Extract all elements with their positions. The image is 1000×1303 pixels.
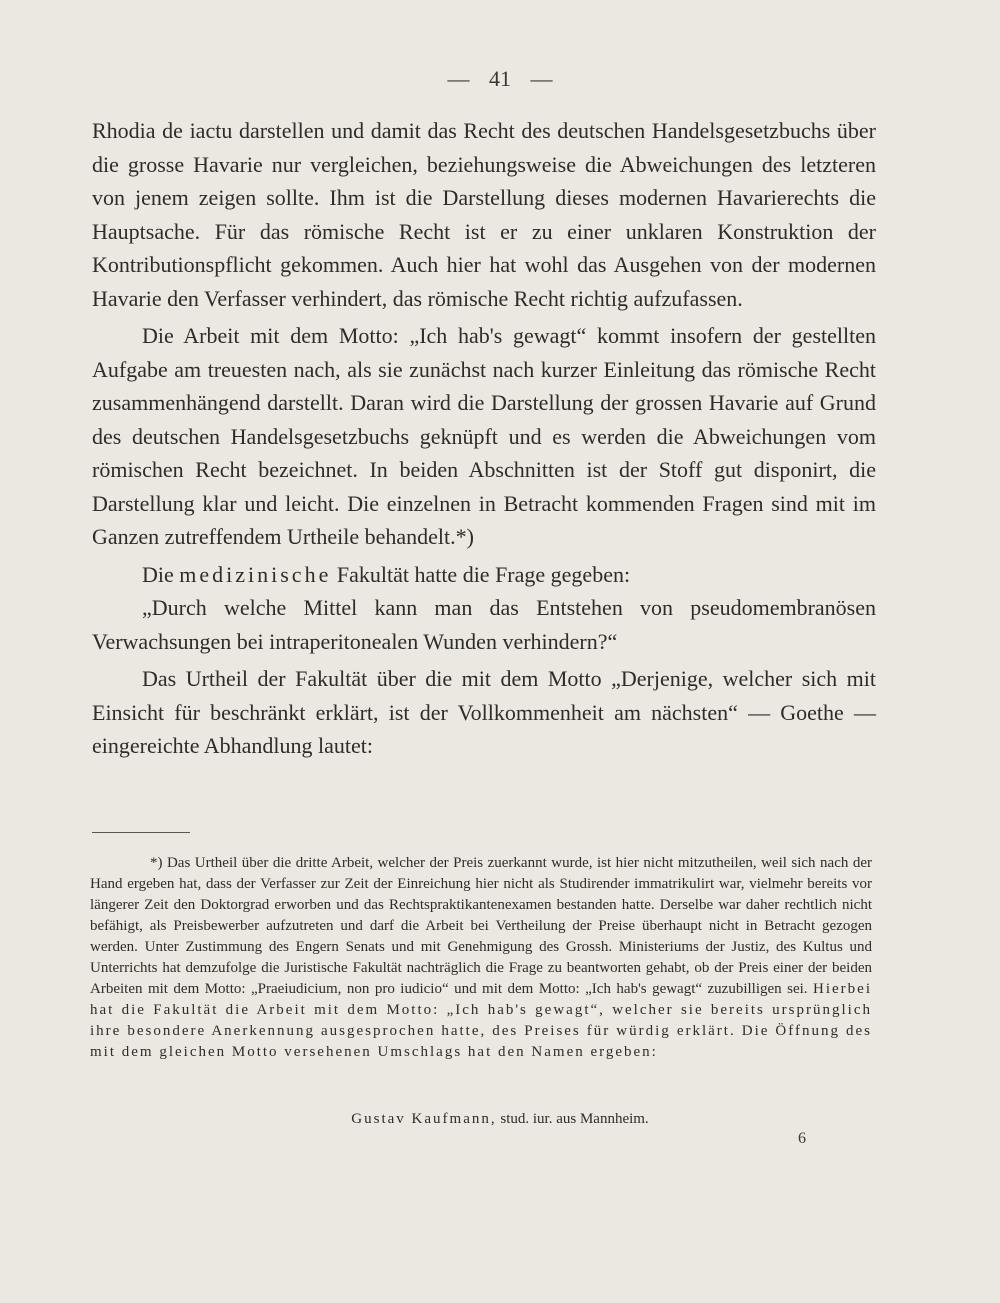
para3-suffix: Fakultät hatte die Frage gegeben: — [336, 561, 631, 587]
para3-prefix: Die — [142, 561, 174, 587]
paragraph-medizinische-fakultaet — [92, 558, 876, 592]
faculty-name-spaced: medizinische — [179, 561, 332, 587]
signature-name: Gustav Kaufmann, — [351, 1111, 497, 1127]
signature-affiliation: stud. iur. aus Mannheim. — [500, 1111, 649, 1127]
printer-signature-mark: 6 — [798, 1130, 806, 1147]
page-number: — 41 — — [447, 66, 553, 91]
footnote-text-normal: *) Das Urtheil über die dritte Arbeit, welcher der Preis zuerkannt wurde, ist hier nicht mitzutheilen, weil sich nach der Hand ergeben hat, dass der Verfasser zur Zeit der Einreichung hier nicht als Studirender immatrikulirt war, vielmehr bereits vor längerer Zeit den Doktorgrad erworben und das Rechtspraktikantenexamen bestanden hatte. Derselbe war daher rechtlich nicht befähigt, als Preisbewerber aufzutreten und darf die Arbeit bei Vertheilung der Preise überhaupt nicht in Betracht gezogen werden. Unter Zustimmung des Engern Senats und mit Genehmigung des Grossh. Ministeriums der Justiz, des Kultus und Unterrichts hat demzufolge die Juristische Fakultät nachträglich die Frage zu beantworten gehabt, ob der Preis einer der beiden Arbeiten mit dem Motto: „Praeiudicium, non pro iudicio“ und mit dem Motto: „Ich hab's gewagt“ zuzubilligen sei. — [90, 855, 872, 997]
footnote-text-spaced: Hierbei hat die Fakultät die Arbeit mit dem Motto: „Ich hab's gewagt“, welcher sie bereits ursprünglich ihre besondere Anerkennung ausgesprochen hatte, des Preises für würdig erklärt. Die Öffnung des mit dem gleichen Motto versehenen Umschlags hat den Namen ergeben: — [90, 981, 872, 1060]
footnote-divider — [92, 832, 190, 833]
footnote — [90, 853, 872, 1063]
main-text — [92, 114, 876, 763]
footnote-text — [90, 853, 872, 1063]
paragraph-havarie-critique: Rhodia de iactu darstellen und damit das Recht des deutschen Handelsgesetzbuchs über die grosse Havarie nur vergleichen, beziehungsweise die Abweichungen des letzteren von jenem zeigen sollte. Ihm ist die Darstellung dieses modernen Havarierechts die Hauptsache. Für das römische Recht ist er zu einer unklaren Konstruktion der Kontributionspflicht gekommen. Auch hier hat wohl das Ausgehen von der modernen Havarie den Verfasser verhindert, das römische Recht richtig aufzufassen. — [92, 118, 876, 311]
footnote-signature — [0, 1111, 1000, 1128]
paragraph-ich-habs-gewagt: Die Arbeit mit dem Motto: „Ich hab's gewagt“ kommt insofern der gestellten Aufgabe am treuesten nach, als sie zunächst nach kurzer Einleitung das römische Recht zusammenhängend darstellt. Daran wird die Darstellung der grossen Havarie auf Grund des deutschen Handelsgesetzbuchs geknüpft und es werden die Abweichungen vom römischen Recht bezeichnet. In beiden Abschnitten ist der Stoff gut disponirt, die Darstellung klar und leicht. Die einzelnen in Betracht kommenden Fragen sind mit im Ganzen zutreffendem Urtheile behandelt.*) — [92, 323, 876, 549]
paragraph-prize-question: „Durch welche Mittel kann man das Entstehen von pseudomembranösen Verwachsungen bei intraperitonealen Wunden verhindern?“ — [92, 595, 876, 654]
paragraph-judgement-intro: Das Urtheil der Fakultät über die mit dem Motto „Derjenige, welcher sich mit Einsicht für beschränkt erklärt, ist der Vollkommenheit am nächsten“ — Goethe — eingereichte Abhandlung lautet: — [92, 666, 876, 758]
